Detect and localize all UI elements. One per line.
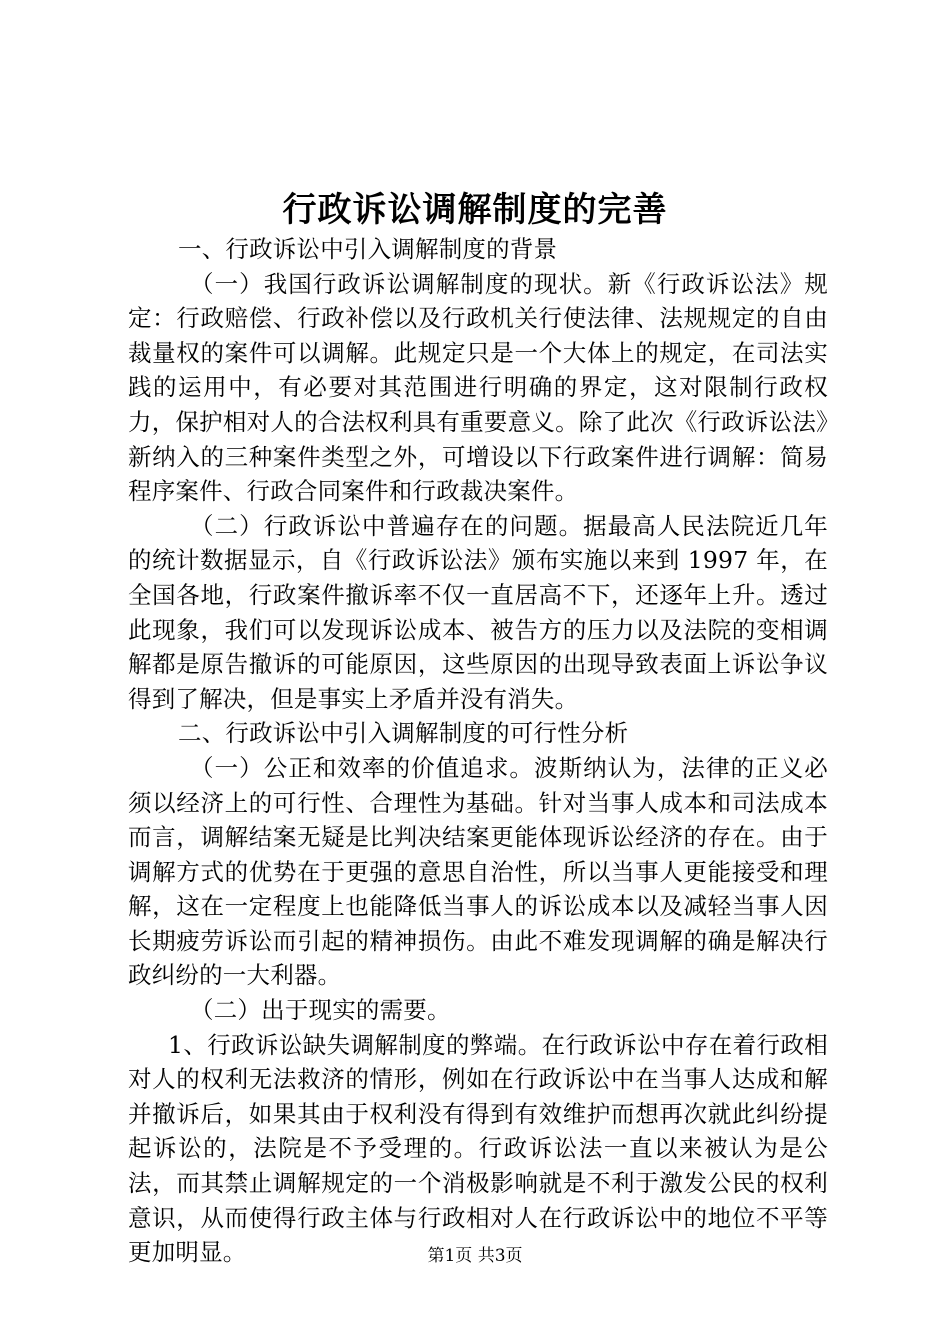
- section-heading-2: 二、行政诉讼中引入调解制度的可行性分析: [178, 719, 629, 748]
- section-heading-1: 一、行政诉讼中引入调解制度的背景: [178, 235, 558, 263]
- document-body: [128, 232, 828, 1270]
- paragraph-2-1: （一）公正和效率的价值追求。波斯纳认为，法律的正义必须以经济上的可行性、合理性为基础。针对当事人成本和司法成本而言，调解结案无疑是比判决结案更能体现诉讼经济的存在。由于调解方式的优势在于更强的意思自治性，所以当事人更能接受和理解，这在一定程度上也能降低当事人的诉讼成本以及减轻当事人因长期疲劳诉讼而引起的精神损伤。由此不难发现调解的确是解决行政纠纷的一大利器。: [128, 753, 828, 990]
- page-footer: 第1页 共3页: [427, 1246, 523, 1266]
- document-title: 行政诉讼调解制度的完善: [282, 190, 668, 230]
- paragraph-2-2: （二）出于现实的需要。: [190, 996, 451, 1025]
- paragraph-2-2-1: 1、行政诉讼缺失调解制度的弊端。在行政诉讼中存在着行政相对人的权利无法救济的情形，例如在行政诉讼中在当事人达成和解并撤诉后，如果其由于权利没有得到有效维护而想再次就此纠纷提起诉讼的，法院是不予受理的。行政诉讼法一直以来被认为是公法，而其禁止调解规定的一个消极影响就是不利于激发公民的权利意识，从而使得行政主体与行政相对人在行政诉讼中的地位不平等更加明显。: [128, 1030, 828, 1267]
- paragraph-1-1: （一）我国行政诉讼调解制度的现状。新《行政诉讼法》规定：行政赔偿、行政补偿以及行政机关行使法律、法规规定的自由裁量权的案件可以调解。此规定只是一个大体上的规定，在司法实践的运用中，有必要对其范围进行明确的界定，这对限制行政权力，保护相对人的合法权利具有重要意义。除了此次《行政诉讼法》新纳入的三种案件类型之外，可增设以下行政案件进行调解：简易程序案件、行政合同案件和行政裁决案件。: [128, 269, 828, 506]
- paragraph-1-2: （二）行政诉讼中普遍存在的问题。据最高人民法院近几年的统计数据显示，自《行政诉讼法》颁布实施以来到 1997 年，在全国各地，行政案件撤诉率不仅一直居高不下，还逐年上升。透过此现象，我们可以发现诉讼成本、被告方的压力以及法院的变相调解都是原告撤诉的可能原因，这些原因的出现导致表面上诉讼争议得到了解决，但是事实上矛盾并没有消失。: [128, 511, 828, 713]
